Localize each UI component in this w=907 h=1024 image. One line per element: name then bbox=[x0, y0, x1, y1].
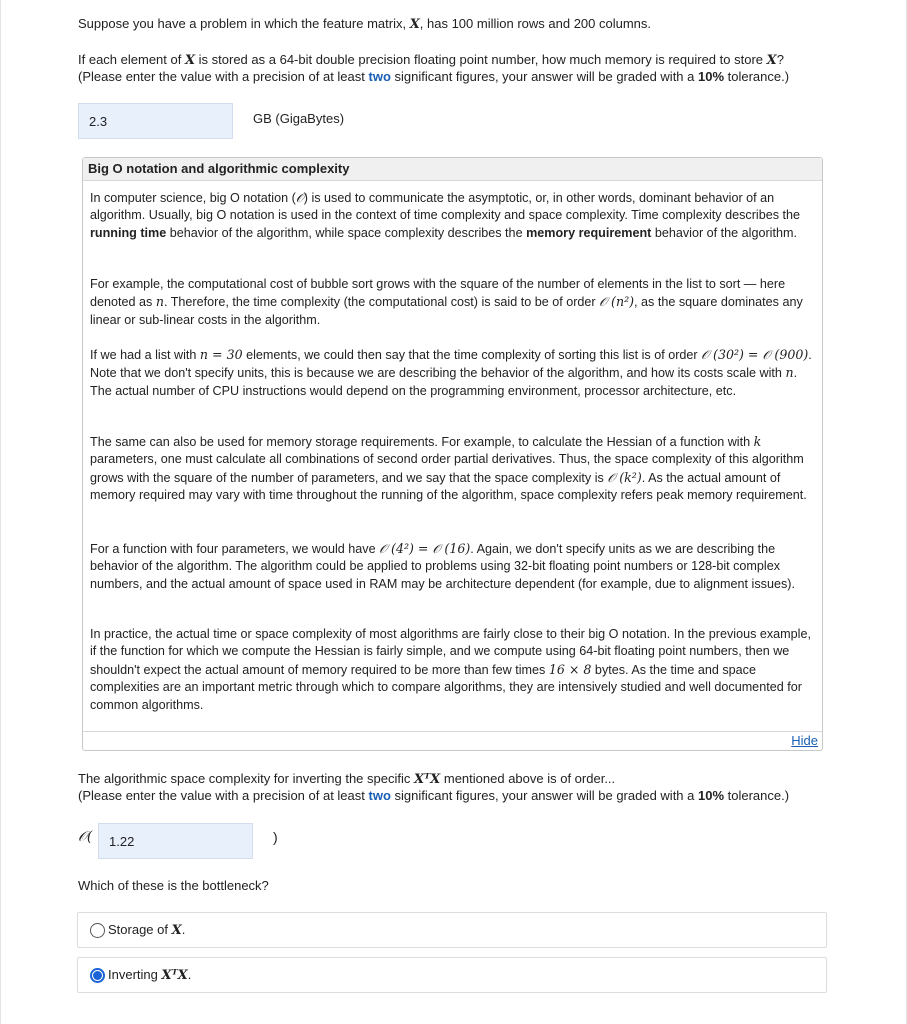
big-o-info-panel bbox=[82, 157, 823, 751]
hide-link[interactable]: Hide bbox=[791, 733, 818, 748]
info-paragraph-2: For example, the computational cost of bubble sort grows with the square of the number of elements in the list to sort — here denoted as n. Therefore, the time complexity (the computational cost) is said to be of order 𝒪 (n²), as the square dominates any linear or sub-linear costs in the algorithm. bbox=[90, 277, 803, 327]
choice-inverting-xtx[interactable] bbox=[77, 957, 827, 993]
big-o-prefix: 𝒪( bbox=[78, 829, 93, 845]
choice-label: Inverting XᵀX. bbox=[108, 967, 192, 983]
memory-answer-value: 2.3 bbox=[89, 113, 108, 129]
info-paragraph-5: For a function with four parameters, we would have 𝒪 (4²) = 𝒪 (16). Again, we don't specify units as we are describing the behavior of the algorithm. The algorithm could be applied to problems using 32-bit floating point numbers or 128-bit complex numbers, and the actual amount of space used in RAM may be architecture dependent (for example, due to alignment issues). bbox=[90, 541, 795, 591]
q3-prompt: Which of these is the bottleneck? bbox=[78, 878, 269, 893]
q2-precision-note: (Please enter the value with a precision of at least two significant figures, your answer will be graded with a 10% tolerance.) bbox=[78, 788, 790, 803]
unit-label: GB (GigaBytes) bbox=[253, 111, 345, 126]
complexity-answer-input[interactable] bbox=[98, 823, 253, 859]
choice-storage-of-x[interactable] bbox=[77, 912, 827, 948]
info-panel-body bbox=[83, 181, 822, 732]
radio-checked-icon[interactable] bbox=[90, 968, 105, 983]
choice-label: Storage of X. bbox=[108, 922, 186, 938]
q1-intro: Suppose you have a problem in which the feature matrix, X, has 100 million rows and 200 columns. bbox=[78, 16, 652, 32]
info-paragraph-1: In computer science, big O notation (𝒪) is used to communicate the asymptotic, or, in other words, dominant behavior of an algorithm. Usually, big O notation is used in the context of time complexity and space complexity. Time complexity describes the running time behavior of the algorithm, while space complexity describes the memory requirement behavior of the algorithm. bbox=[90, 190, 801, 240]
complexity-answer-value: 1.22 bbox=[109, 833, 135, 849]
q1-question: If each element of X is stored as a 64-bit double precision floating point number, how much memory is required to store X? bbox=[78, 52, 784, 68]
q2-question: The algorithmic space complexity for inverting the specific XᵀX mentioned above is of order... bbox=[78, 771, 616, 787]
radio-unchecked-icon[interactable] bbox=[90, 923, 105, 938]
info-paragraph-6: In practice, the actual time or space complexity of most algorithms are fairly close to their big O notation. In the previous example, if the function for which we compute the Hessian is fairly simple, and we compute using 64-bit floating point numbers, then we shouldn't expect the actual amount of memory required to be more than few times 16 × 8 bytes. As the time and space complexities are an important metric through which to compare algorithms, they are intensively studied and well documented for common algorithms. bbox=[90, 627, 811, 712]
q1-precision-note: (Please enter the value with a precision of at least two significant figures, your answer will be graded with a 10% tolerance.) bbox=[78, 69, 790, 84]
page-edge-left bbox=[0, 0, 1, 1024]
info-paragraph-4: The same can also be used for memory storage requirements. For example, to calculate the Hessian of a function with k parameters, one must calculate all combinations of second order partial derivatives. Thus, the space complexity of this algorithm grows with the square of the number of parameters, and we say that the space complexity is 𝒪 (k²). As the actual amount of memory required may vary with time throughout the running of the algorithm, space complexity refers peak memory requirement. bbox=[90, 434, 807, 503]
big-o-close-paren: ) bbox=[273, 829, 278, 845]
info-panel-title: Big O notation and algorithmic complexity bbox=[83, 158, 822, 181]
memory-answer-input[interactable] bbox=[78, 103, 233, 139]
info-paragraph-3: If we had a list with n = 30 elements, we could then say that the time complexity of sorting this list is of order 𝒪 (30²) = 𝒪 (900). Note that we don't specify units, this is because we are describing the behavior of the algorithm, and how its costs scale with n. The actual number of CPU instructions would depend on the programming environment, processor architecture, etc. bbox=[90, 347, 812, 398]
